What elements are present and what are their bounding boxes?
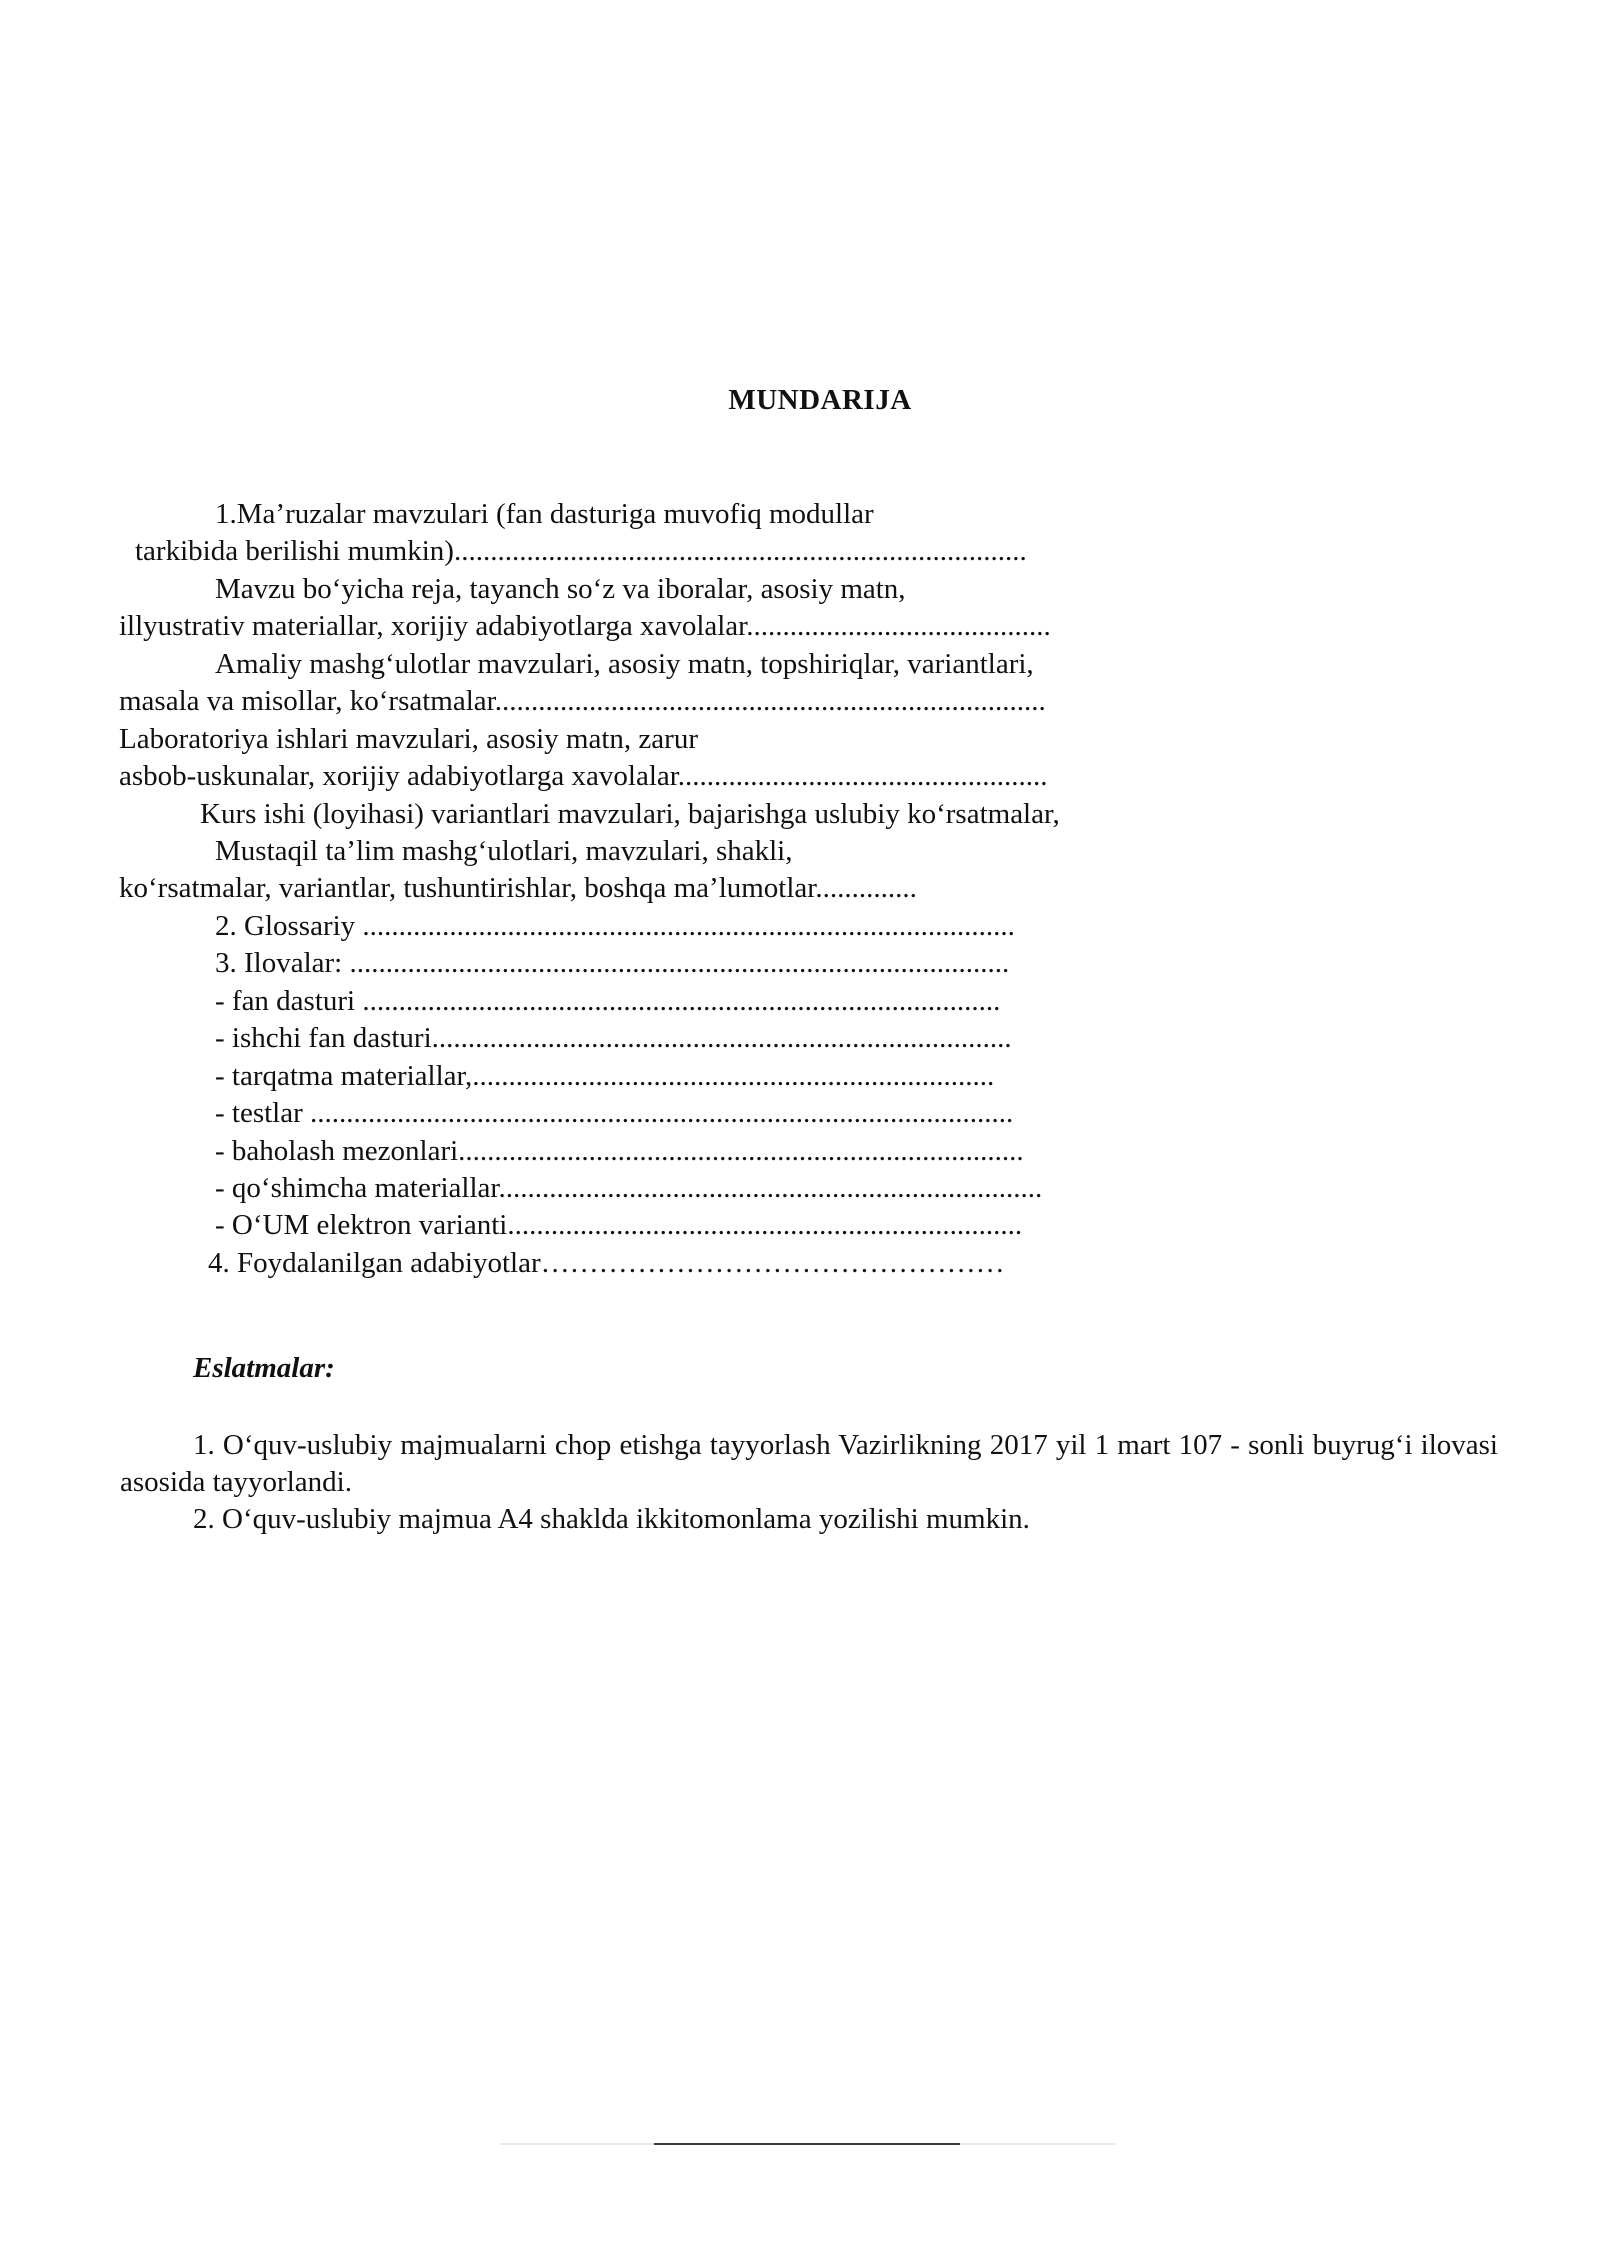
toc-entry: Mavzu bo‘yicha reja, tayanch so‘z va iboralar, asosiy matn,	[215, 573, 906, 605]
toc-entry: ko‘rsatmalar, variantlar, tushuntirishlar, boshqa ma’lumotlar..............	[119, 872, 917, 904]
toc-entry: - fan dasturi ........................................................................................	[215, 985, 1001, 1017]
toc-entry: - qo‘shimcha materiallar...........................................................................	[215, 1172, 1043, 1204]
toc-entry: masala va misollar, ko‘rsatmalar............................................................................	[119, 685, 1046, 717]
note-item: 2. O‘quv-uslubiy majmua A4 shaklda ikkitomonlama yozilishi mumkin.	[193, 1503, 1030, 1535]
notes-heading: Eslatmalar:	[193, 1352, 335, 1384]
toc-entry: - ishchi fan dasturi................................................................................	[215, 1022, 1012, 1054]
toc-entry: - baholash mezonlari..............................................................................	[215, 1135, 1024, 1167]
footer-rule	[654, 2143, 960, 2145]
note-text: 1. O‘quv-uslubiy majmualarni chop etishga tayyorlash Vazirlikning 2017 yil 1 mart 107 - sonli buyrug‘i ilovasi asosida tayyorlandi.	[120, 1429, 1498, 1498]
toc-entry: - testlar .................................................................................................	[215, 1097, 1014, 1129]
toc-entry: illyustrativ materiallar, xorijiy adabiyotlarga xavolalar..........................................	[119, 610, 1051, 642]
page-title: MUNDARIJA	[728, 384, 912, 416]
toc-entry: 1.Ma’ruzalar mavzulari (fan dasturiga muvofiq modullar	[215, 498, 874, 530]
toc-entry: - tarqatma materiallar,........................................................................	[215, 1060, 995, 1092]
toc-entry: Amaliy mashg‘ulotlar mavzulari, asosiy matn, topshiriqlar, variantlari,	[215, 648, 1034, 680]
toc-entry: Mustaqil ta’lim mashg‘ulotlari, mavzulari, shakli,	[215, 835, 793, 867]
toc-entry: 3. Ilovalar: ...........................................................................................	[215, 947, 1010, 979]
toc-entry: - O‘UM elektron varianti.......................................................................	[215, 1209, 1023, 1241]
note-item	[120, 1427, 1498, 1501]
toc-entry: Laboratoriya ishlari mavzulari, asosiy matn, zarur	[119, 723, 698, 755]
toc-entry: 2. Glossariy ..........................................................................................	[215, 910, 1015, 942]
toc-entry: tarkibida berilishi mumkin)...............................................................................	[135, 535, 1027, 567]
toc-entry: asbob-uskunalar, xorijiy adabiyotlarga xavolalar...................................................	[119, 760, 1048, 792]
toc-entry: 4. Foydalanilgan adabiyotlar…………………………………………	[208, 1247, 1005, 1279]
toc-entry: Kurs ishi (loyihasi) variantlari mavzulari, bajarishga uslubiy ko‘rsatmalar,	[200, 798, 1060, 830]
